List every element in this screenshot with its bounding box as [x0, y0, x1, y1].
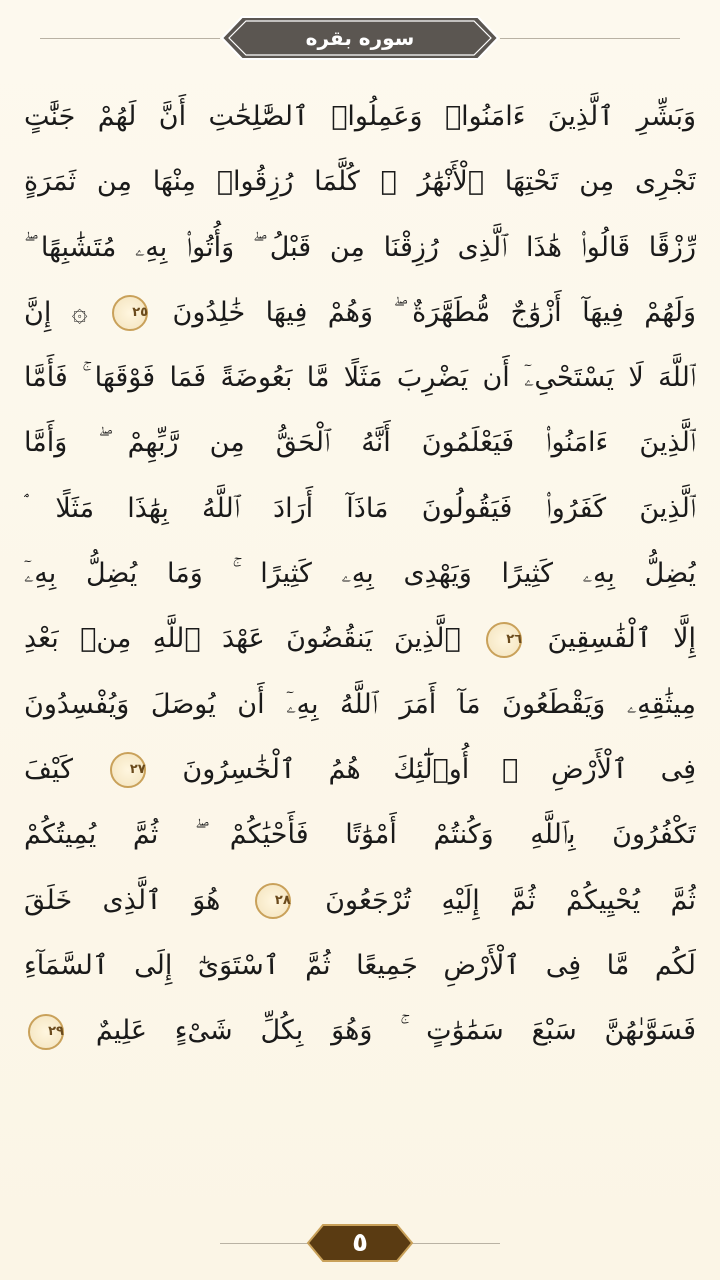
- verse-line: [24, 215, 696, 280]
- verse-text: ٱللَّهَ لَا يَسْتَحْىِۦٓ أَن يَضْرِبَ مَثَلًا مَّا بَعُوضَةً فَمَا فَوْقَهَا ۚ فَأَمَّا: [24, 362, 696, 394]
- verse-text-continuation: هُوَ ٱلَّذِى خَلَقَ: [24, 884, 221, 916]
- verse-line: [24, 476, 696, 541]
- verse-line: [24, 541, 696, 606]
- verse-line: [24, 672, 696, 737]
- verse-line: [24, 737, 696, 802]
- verse-text: يُضِلُّ بِهِۦ كَثِيرًا وَيَهْدِى بِهِۦ كَثِيرًا ۚ وَمَا يُضِلُّ بِهِۦٓ: [24, 558, 696, 590]
- page-number: ٥: [352, 1228, 368, 1258]
- verse-text-block: [24, 84, 696, 1063]
- page-footer: [0, 1210, 720, 1270]
- verse-text-continuation: كَيْفَ: [24, 753, 73, 785]
- ayah-number: ٢٥: [132, 305, 149, 321]
- verse-text: فِى ٱلْأَرْضِ ۚ أُو۟لَٰٓئِكَ هُمُ ٱلْخَٰسِرُونَ: [182, 753, 696, 785]
- verse-line: [24, 84, 696, 149]
- ayah-number: ٢٧: [129, 762, 146, 778]
- verse-text: إِلَّا ٱلْفَٰسِقِينَ: [547, 623, 696, 655]
- ayah-number-marker[interactable]: [112, 295, 148, 331]
- surah-title-plate[interactable]: [220, 15, 500, 61]
- ayah-number: ٢٦: [506, 631, 523, 647]
- verse-text-continuation: ٱلَّذِينَ يَنقُضُونَ عَهْدَ ٱللَّهِ مِنۢ بَعْدِ: [24, 623, 461, 655]
- verse-line: [24, 149, 696, 214]
- verse-text: وَلَهُمْ فِيهَآ أَزْوَٰجٌ مُّطَهَّرَةٌ ۖ وَهُمْ فِيهَا خَٰلِدُونَ: [172, 296, 696, 328]
- header-divider-left: [40, 38, 220, 39]
- page-header: [0, 0, 720, 80]
- ayah-number-marker[interactable]: [486, 622, 522, 658]
- ayah-number-marker[interactable]: [110, 752, 146, 788]
- ayah-number: ٢٨: [274, 893, 291, 909]
- verse-line: [24, 868, 696, 933]
- header-divider-right: [500, 38, 680, 39]
- verse-line: [24, 280, 696, 345]
- verse-line: [24, 802, 696, 867]
- verse-text: ٱلَّذِينَ ءَامَنُوا۟ فَيَعْلَمُونَ أَنَّهُ ٱلْحَقُّ مِن رَّبِّهِمْ ۖ وَأَمَّا: [24, 427, 696, 459]
- page-number-plate[interactable]: [305, 1222, 415, 1264]
- verse-text: مِيثَٰقِهِۦ وَيَقْطَعُونَ مَآ أَمَرَ ٱللَّهُ بِهِۦٓ أَن يُوصَلَ وَيُفْسِدُونَ: [24, 688, 696, 720]
- verse-text: وَبَشِّرِ ٱلَّذِينَ ءَامَنُوا۟ وَعَمِلُوا۟ ٱلصَّٰلِحَٰتِ أَنَّ لَهُمْ جَنَّٰتٍ: [24, 101, 696, 132]
- verse-line: [24, 345, 696, 410]
- verse-text: تَجْرِى مِن تَحْتِهَا ٱلْأَنْهَٰرُ ۖ كُلَّمَا رُزِقُوا۟ مِنْهَا مِن ثَمَرَةٍ: [24, 166, 696, 198]
- verse-text: فَسَوَّىٰهُنَّ سَبْعَ سَمَٰوَٰتٍ ۚ وَهُوَ بِكُلِّ شَىْءٍ عَلِيمٌ: [95, 1015, 696, 1047]
- ayah-number: ٢٩: [48, 1023, 64, 1039]
- verse-text: رِّزْقًا قَالُوا۟ هَٰذَا ٱلَّذِى رُزِقْنَا مِن قَبْلُ ۖ وَأُتُوا۟ بِهِۦ مُتَشَٰبِهًا ۖ: [24, 231, 696, 263]
- verse-text: تَكْفُرُونَ بِٱللَّهِ وَكُنتُمْ أَمْوَٰتًا فَأَحْيَٰكُمْ ۖ ثُمَّ يُمِيتُكُمْ: [24, 819, 696, 851]
- verse-text: ثُمَّ يُحْيِيكُمْ ثُمَّ إِلَيْهِ تُرْجَعُونَ: [325, 884, 696, 916]
- verse-text: لَكُم مَّا فِى ٱلْأَرْضِ جَمِيعًا ثُمَّ ٱسْتَوَىٰٓ إِلَى ٱلسَّمَآءِ: [24, 949, 696, 981]
- verse-text: ٱلَّذِينَ كَفَرُوا۟ فَيَقُولُونَ مَاذَآ أَرَادَ ٱللَّهُ بِهَٰذَا مَثَلًا ۘ: [24, 492, 696, 524]
- surah-name: سوره بقره: [305, 26, 415, 50]
- ayah-number-marker[interactable]: [255, 883, 291, 919]
- verse-line: [24, 410, 696, 475]
- verse-line: [24, 606, 696, 671]
- verse-text-continuation: ۞ إِنَّ: [24, 296, 88, 328]
- footer-divider-left: [220, 1243, 310, 1244]
- verse-line: [24, 933, 696, 998]
- verse-line: [24, 998, 696, 1063]
- footer-divider-right: [410, 1243, 500, 1244]
- ayah-number-marker[interactable]: [28, 1014, 64, 1050]
